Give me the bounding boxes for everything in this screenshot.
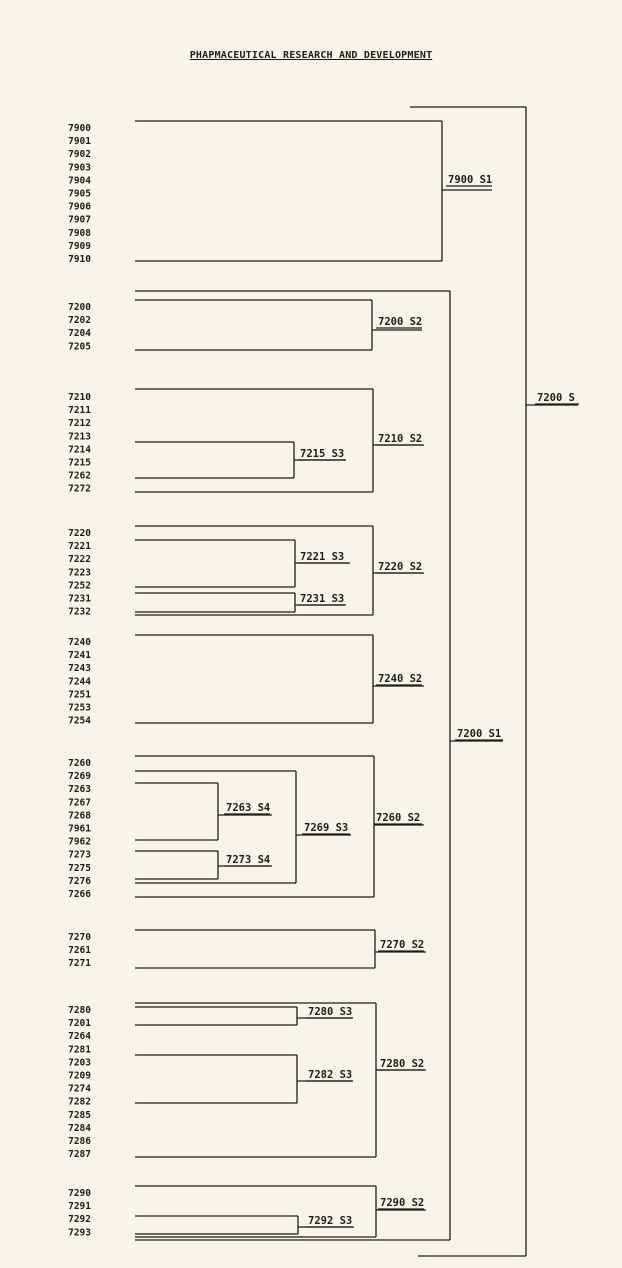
code-label: 7263 <box>68 784 91 796</box>
code-label: 7200 <box>68 302 91 313</box>
page-title: PHAPMACEUTICAL RESEARCH AND DEVELOPMENT <box>189 50 433 61</box>
code-label: 7910 <box>68 254 91 265</box>
code-label: 7215 <box>68 457 91 469</box>
code-label: 7286 <box>68 1136 91 1147</box>
code-label: 7293 <box>68 1227 91 1239</box>
code-label: 7905 <box>68 188 91 200</box>
code-label: 7900 <box>68 123 91 134</box>
code-label: 7260 <box>68 758 91 769</box>
code-label: 7275 <box>68 862 91 874</box>
code-label: 7203 <box>68 1057 91 1069</box>
code-label: 7269 <box>68 771 91 783</box>
node-7900-s1: 7900 S1 <box>448 174 493 186</box>
code-label: 7223 <box>68 567 91 579</box>
code-label: 7251 <box>68 689 91 701</box>
code-label: 7240 <box>68 637 91 648</box>
code-label: 7261 <box>68 945 91 957</box>
code-label: 7231 <box>68 593 91 605</box>
code-label: 7210 <box>68 392 91 403</box>
node-7269-s3: 7269 S3 <box>304 822 349 834</box>
node-7220-s2: 7220 S2 <box>378 561 423 573</box>
code-label: 7212 <box>68 418 91 430</box>
code-label: 7205 <box>68 341 91 353</box>
code-label: 7903 <box>68 162 91 174</box>
code-label: 7213 <box>68 431 91 443</box>
code-label: 7280 <box>68 1005 91 1016</box>
code-label: 7232 <box>68 606 91 618</box>
node-7263-s4: 7263 S4 <box>226 802 271 814</box>
code-label: 7962 <box>68 836 91 848</box>
code-label: 7262 <box>68 470 91 482</box>
code-label: 7906 <box>68 201 91 213</box>
code-label: 7243 <box>68 663 91 675</box>
code-label: 7907 <box>68 214 91 226</box>
code-label: 7271 <box>68 958 91 970</box>
code-label: 7281 <box>68 1044 91 1056</box>
node-7221-s3: 7221 S3 <box>300 551 345 563</box>
code-label: 7272 <box>68 483 91 495</box>
code-label: 7284 <box>68 1122 91 1134</box>
code-label: 7908 <box>68 227 91 239</box>
node-7240-s2: 7240 S2 <box>378 673 423 685</box>
code-label: 7274 <box>68 1083 91 1095</box>
code-label: 7241 <box>68 650 91 662</box>
code-label: 7252 <box>68 580 91 592</box>
node-7270-s2: 7270 S2 <box>380 939 425 951</box>
node-7282-s3: 7282 S3 <box>308 1069 353 1081</box>
code-label: 7209 <box>68 1070 91 1082</box>
code-label: 7290 <box>68 1188 91 1199</box>
code-label: 7221 <box>68 541 91 553</box>
node-7215-s3: 7215 S3 <box>300 448 345 460</box>
code-label: 7268 <box>68 810 91 822</box>
code-label: 7214 <box>68 444 91 456</box>
node-7231-s3: 7231 S3 <box>300 593 345 605</box>
node-7200-s2: 7200 S2 <box>378 316 423 328</box>
node-7210-s2: 7210 S2 <box>378 433 423 445</box>
node-7280-s2: 7280 S2 <box>380 1058 425 1070</box>
code-label: 7901 <box>68 136 91 148</box>
node-7292-s3: 7292 S3 <box>308 1215 353 1227</box>
code-label: 7220 <box>68 528 91 539</box>
node-7260-s2: 7260 S2 <box>376 812 421 824</box>
code-label: 7264 <box>68 1031 91 1043</box>
code-label: 7902 <box>68 149 91 161</box>
node-7280-s3: 7280 S3 <box>308 1006 353 1018</box>
code-label: 7287 <box>68 1149 91 1161</box>
code-label: 7276 <box>68 875 91 887</box>
code-label: 7201 <box>68 1018 91 1030</box>
code-label: 7291 <box>68 1201 91 1213</box>
node-7200-s-root: 7200 S <box>537 392 575 404</box>
code-label: 7961 <box>68 823 91 835</box>
node-7273-s4: 7273 S4 <box>226 854 271 866</box>
code-label: 7292 <box>68 1214 91 1226</box>
node-7200-s1: 7200 S1 <box>457 728 502 740</box>
code-label: 7285 <box>68 1109 91 1121</box>
code-label: 7222 <box>68 554 91 566</box>
code-label: 7270 <box>68 932 91 943</box>
code-label: 7244 <box>68 676 91 688</box>
code-label: 7204 <box>68 328 91 340</box>
code-label: 7904 <box>68 175 91 187</box>
code-label: 7253 <box>68 702 91 714</box>
code-label: 7254 <box>68 715 91 727</box>
code-label: 7909 <box>68 240 91 252</box>
code-label: 7202 <box>68 315 91 327</box>
code-label: 7266 <box>68 889 91 900</box>
code-label: 7273 <box>68 849 91 861</box>
node-7290-s2: 7290 S2 <box>380 1197 425 1209</box>
code-label: 7211 <box>68 405 91 417</box>
code-label: 7282 <box>68 1096 91 1108</box>
code-label: 7267 <box>68 797 91 809</box>
